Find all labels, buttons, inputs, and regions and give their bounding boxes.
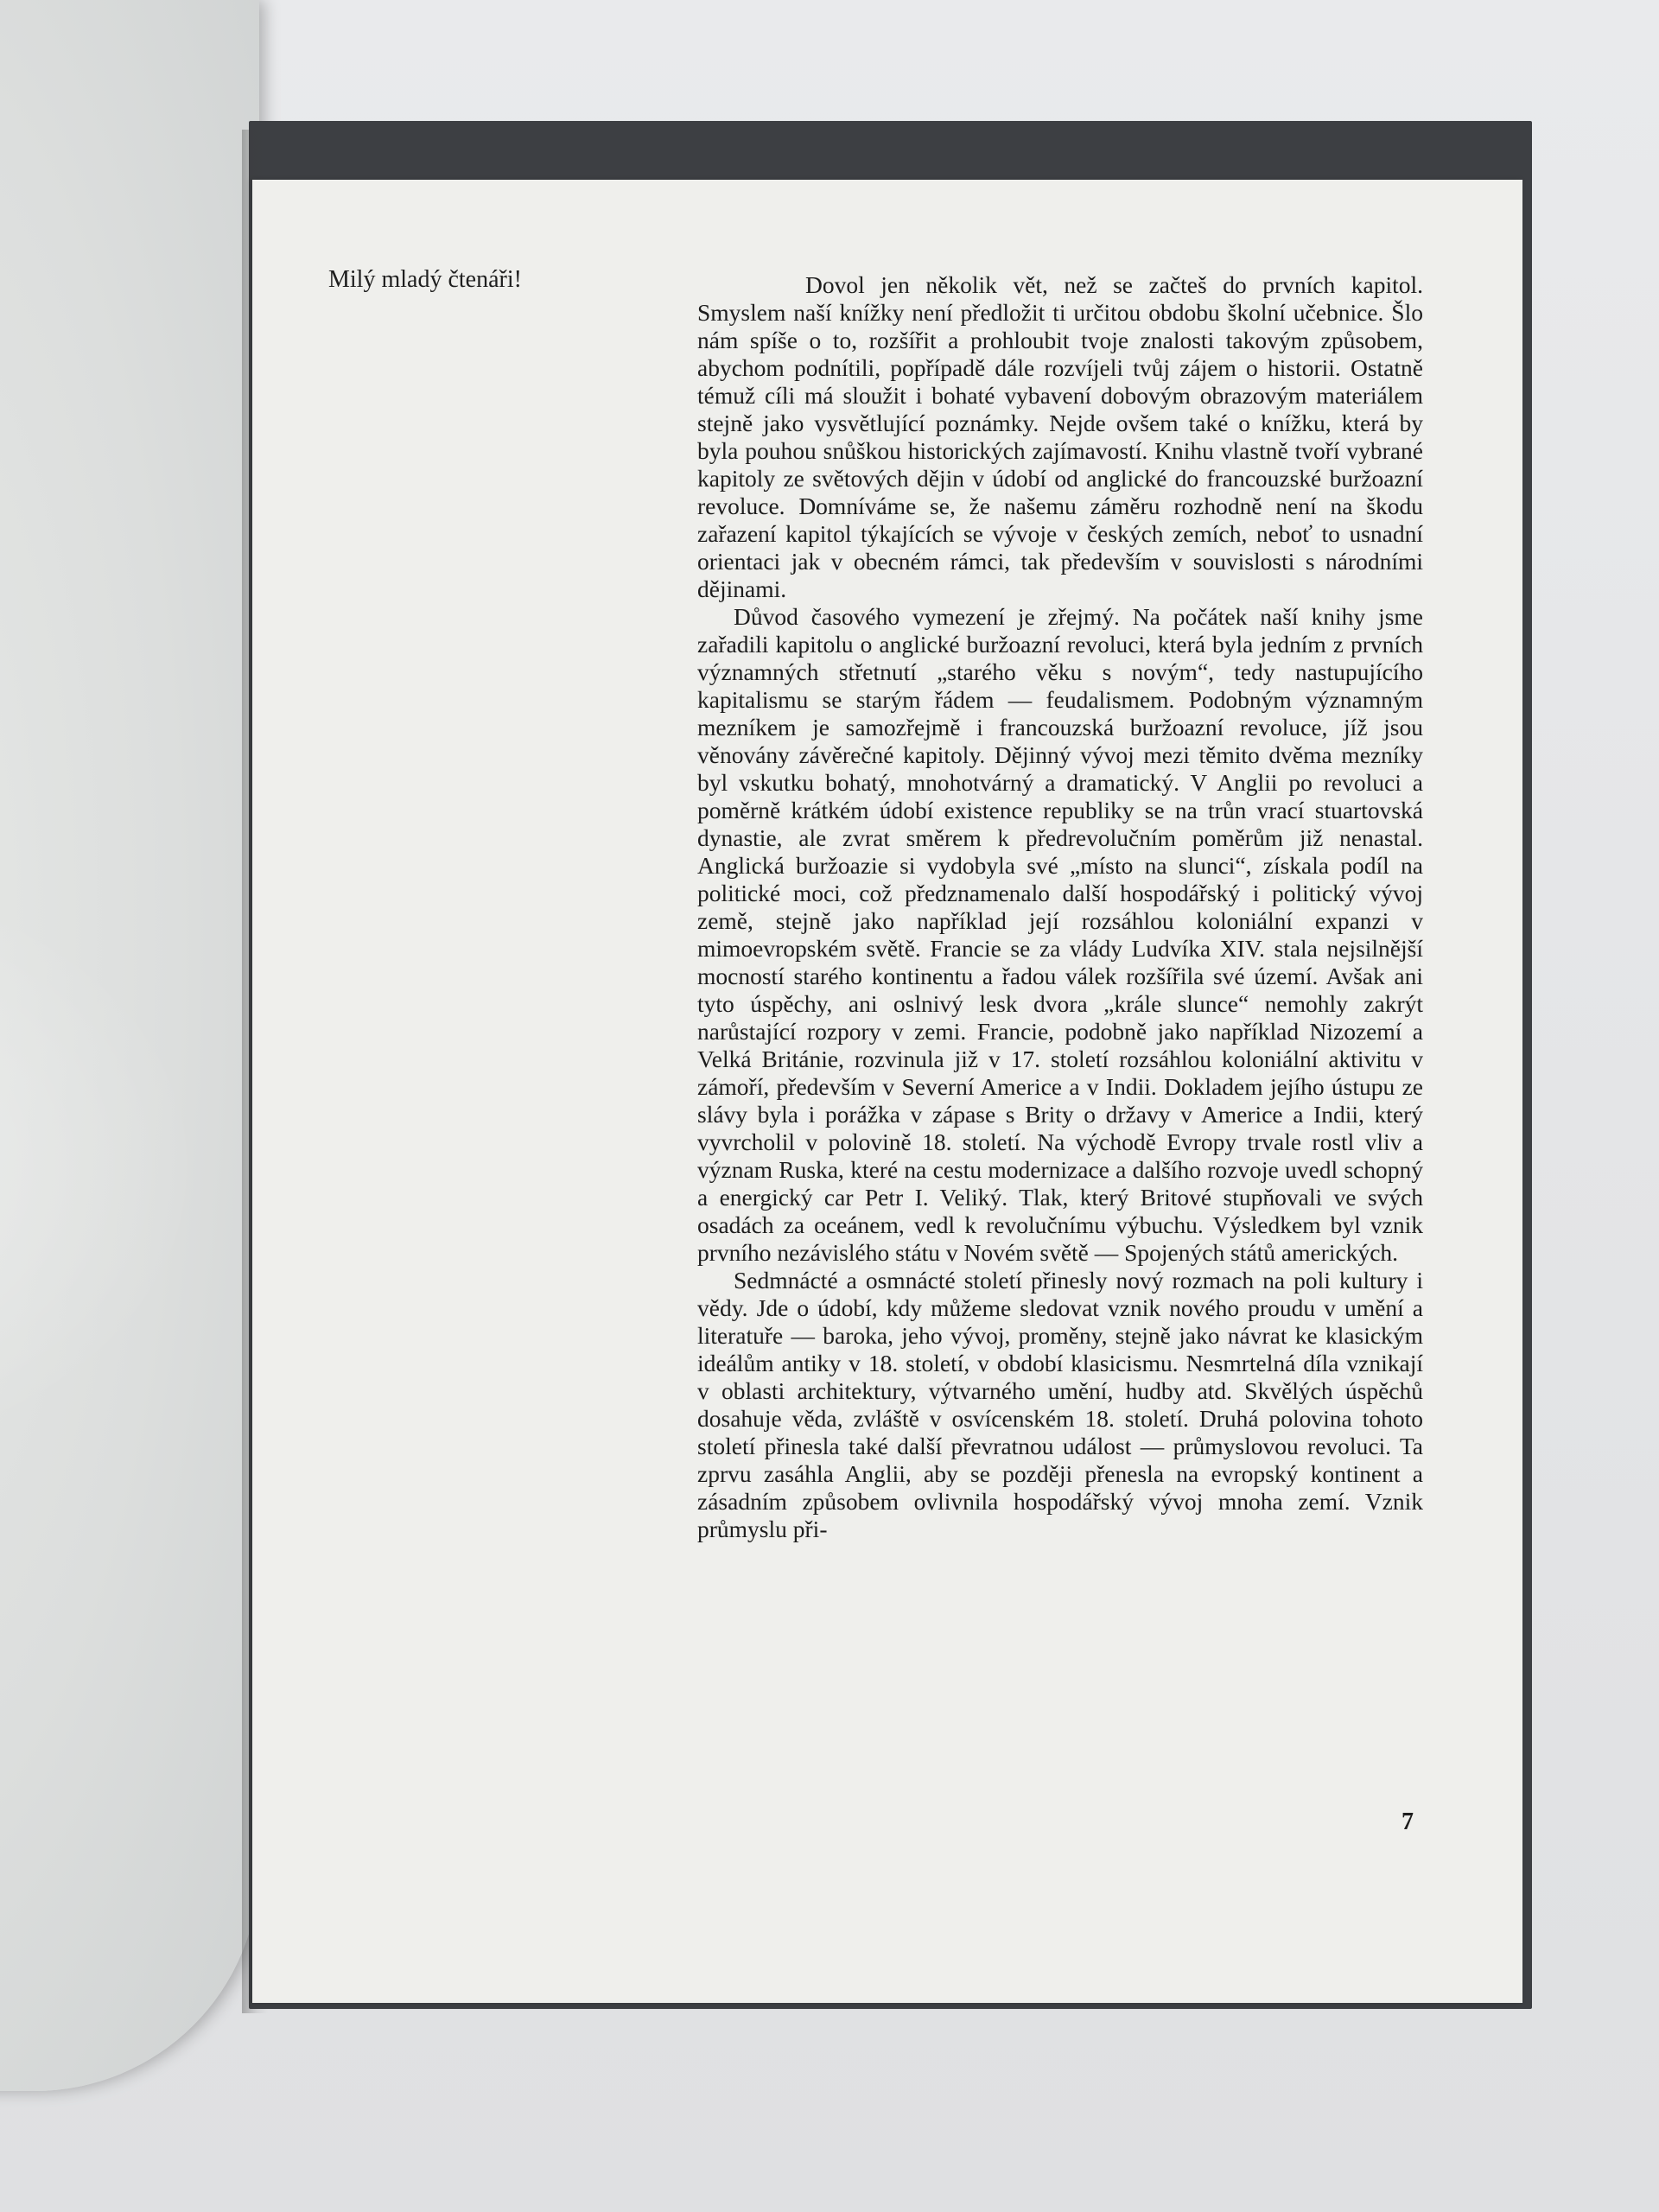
paragraph-1: Dovol jen několik vět, než se začteš do prvních kapitol. Smyslem naší knížky není předložit ti určitou obdobu školní učebnice. Šlo nám spíše o to, rozšířit a prohloubit tvoje znalosti takovým způsobem, abychom podnítili, popřípadě dále rozvíjeli tvůj zájem o historii. Ostatně témuž cíli má sloužit i bohaté vybavení dobovým obrazovým materiálem stejně jako vysvětlující poznámky. Nejde ovšem také o knížku, která by byla pouhou snůškou historických zajímavostí. Knihu vlastně tvoří vybrané kapitoly ze světových dějin v údobí od anglické do francouzské buržoazní revoluce. Domníváme se, že našemu záměru rozhodně není na škodu zařazení kapitol týkajících se vývoje v českých zemích, neboť to usnadní orientaci jak v obecném rámci, tak především v souvislosti s národními dějinami. — [697, 271, 1423, 602]
paragraph-3: Sedmnácté a osmnácté století přinesly nový rozmach na poli kultury i vědy. Jde o údobí, kdy můžeme sledovat vznik nového proudu v umění a literatuře — baroka, jeho vývoj, proměny, stejně jako návrat ke klasickým ideálům antiky v 18. století, v období klasicismu. Nesmrtelná díla vznikají v oblasti architektury, výtvarného umění, hudby atd. Skvělých úspěchů dosahuje věda, zvláště v osvícenském 18. století. Druhá polovina tohoto století přinesla také další převratnou událost — průmyslovou revoluci. Ta zprvu zasáhla Anglii, aby se později přenesla na evropský kontinent a zásadním způsobem ovlivnila hospodářský vývoj mnoha zemí. Vznik průmyslu při- — [697, 1267, 1423, 1542]
left-page-faded-illustration — [0, 864, 207, 1469]
body-text — [697, 271, 1423, 1543]
paragraph-2: Důvod časového vymezení je zřejmý. Na počátek naší knihy jsme zařadili kapitolu o anglické buržoazní revoluci, která byla jedním z prvních významných střetnutí „starého věku s novým“, tedy nastupujícího kapitalismu se starým řádem — feudalismem. Podobným významným mezníkem je samozřejmě i francouzská buržoazní revoluce, jíž jsou věnovány závěrečné kapitoly. Dějinný vývoj mezi těmito dvěma mezníky byl vskutku bohatý, mnohotvárný a dramatický. V Anglii po revoluci a poměrně krátkém údobí existence republiky se na trůn vrací stuartovská dynastie, ale zvrat směrem k předrevolučním poměrům již nenastal. Anglická buržoazie si vydobyla své „místo na slunci“, získala podíl na politické moci, což předznamenalo další hospodářský i politický vývoj země, stejně jako například její rozsáhlou koloniální expanzi v mimoevropském světě. Francie se za vlády Ludvíka XIV. stala nejsilnější mocností starého kontinentu a řadou válek rozšířila své území. Avšak ani tyto úspěchy, ani oslnivý lesk dvora „krále slunce“ nemohly zakrýt narůstající rozpory v zemi. Francie, podobně jako například Nizozemí a Velká Británie, rozvinula již v 17. století rozsáhlou koloniální aktivitu v zámoří, především v Severní Americe a v Indii. Dokladem jejího ústupu ze slávy byla i porážka v zápase s Brity o državy v Americe a Indii, který vyvrcholil v polovině 18. století. Na východě Evropy trvale rostl vliv a význam Ruska, které na cestu modernizace a dalšího rozvoje uvedl schopný a energický car Petr I. Veliký. Tlak, který Britové stupňovali ve svých osadách za oceánem, vedl k revolučnímu výbuchu. Výsledkem byl vznik prvního nezávislého státu v Novém světě — Spojených států amerických. — [697, 603, 1423, 1266]
salutation: Milý mladý čtenáři! — [328, 266, 522, 293]
page-number: 7 — [1402, 1808, 1414, 1835]
left-page — [0, 0, 259, 2091]
right-page — [252, 180, 1522, 2003]
